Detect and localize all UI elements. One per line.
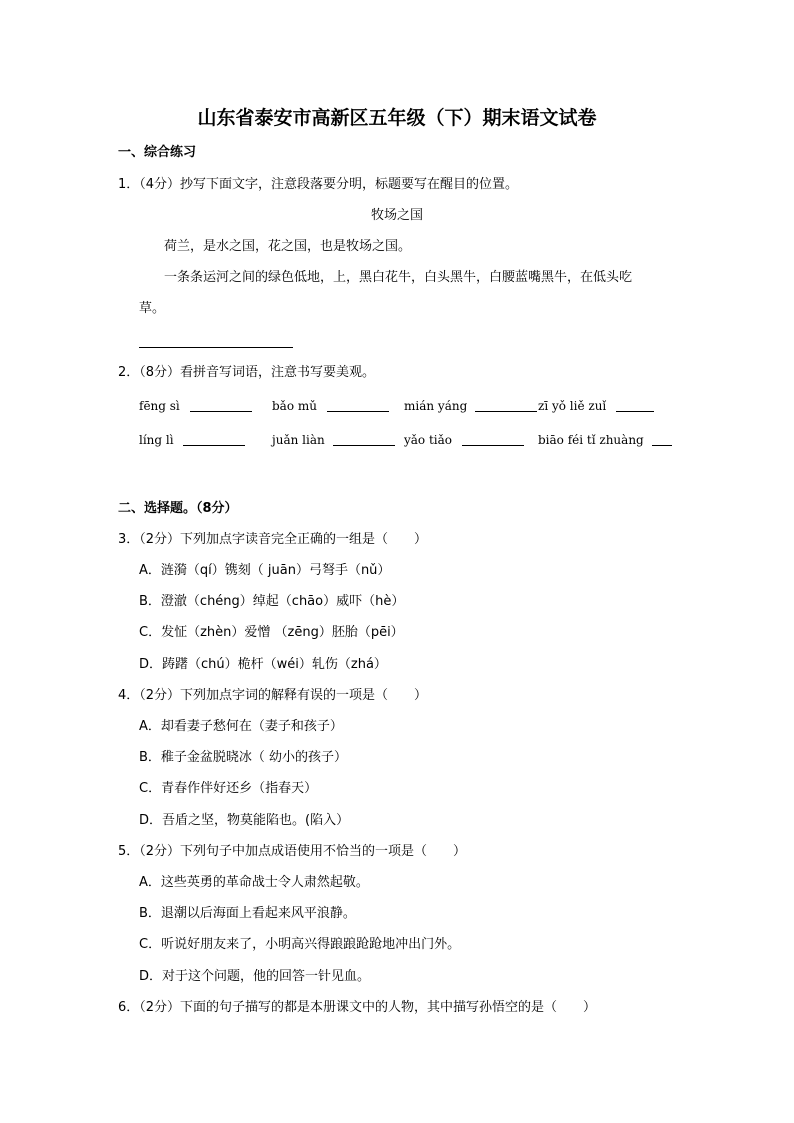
q3-option-a: A．涟漪（qí）镌刻（ juān）弓弩手（nǔ） [139,563,391,578]
q1-stem: 1．（4分）抄写下面文字，注意段落要分明，标题要写在醒目的位置。 [118,177,519,192]
answer-blank [333,433,395,446]
pinyin-item [538,432,672,448]
q3-option-c: C．发怔（zhèn）爱憎 （zēng）胚胎（pēi） [139,625,404,640]
q4-option-b: B．稚子金盆脱晓冰（ 幼小的孩子） [139,750,348,765]
pinyin-text: fēng sì [139,399,180,413]
pinyin-item [139,398,252,414]
answer-blank [616,399,654,412]
answer-blank [190,399,252,412]
pinyin-text: juǎn liàn [272,433,325,447]
q1-answer-line [139,347,293,348]
section-heading-1: 一、综合练习 [118,145,197,160]
pinyin-item [272,432,395,448]
q5-option-d: D．对于这个问题，他的回答一针见血。 [139,969,371,984]
q4-option-c: C．青春作伴好还乡（指春天） [139,781,318,796]
pinyin-text: líng lì [139,433,174,447]
q2-stem: 2．（8分）看拼音写词语，注意书写要美观。 [118,365,376,380]
q4-stem: 4．（2分）下列加点字词的解释有误的一项是（ ） [118,688,428,703]
q1-para-2-line-1: 一条条运河之间的绿色低地，上，黑白花牛，白头黑牛，白腰蓝嘴黑牛，在低头吃 [164,270,633,285]
q5-option-b: B．退潮以后海面上看起来风平浪静。 [139,906,356,921]
pinyin-text: zī yǒ liě zuǐ [538,399,607,413]
q3-stem: 3．（2分）下列加点字读音完全正确的一组是（ ） [118,532,428,547]
pinyin-item [272,398,389,414]
q3-option-b: B．澄澈（chéng）绰起（chāo）威吓（hè） [139,594,405,609]
pinyin-item [139,432,245,448]
answer-blank [652,433,672,446]
pinyin-text: bǎo mǔ [272,399,317,413]
q1-para-1: 荷兰，是水之国，花之国，也是牧场之国。 [164,239,412,254]
pinyin-item [404,432,524,448]
q5-option-c: C．听说好朋友来了，小明高兴得踉踉跄跄地冲出门外。 [139,937,461,952]
q6-stem: 6．（2分）下面的句子描写的都是本册课文中的人物，其中描写孙悟空的是（ ） [118,1000,597,1015]
q4-option-d: D．吾盾之坚，物莫能陷也。(陷入） [139,813,350,828]
pinyin-text: yǎo tiǎo [404,433,453,447]
pinyin-item [404,398,537,414]
q3-option-d: D．踌躇（chú）桅杆（wéi）轧伤（zhá） [139,657,387,672]
q1-passage-title: 牧场之国 [370,208,423,223]
answer-blank [462,433,524,446]
section-heading-2: 二、选择题。（8分） [118,501,238,516]
q1-para-2-line-2: 草。 [139,301,166,316]
page-title: 山东省泰安市高新区五年级（下）期末语文试卷 [197,107,597,129]
pinyin-text: mián yáng [404,399,468,413]
answer-blank [327,399,389,412]
q5-stem: 5．（2分）下列句子中加点成语使用不恰当的一项是（ ） [118,844,467,859]
q4-option-a: A．却看妻子愁何在（妻子和孩子） [139,719,343,734]
answer-blank [183,433,245,446]
pinyin-item [538,398,654,414]
pinyin-text: biāo féi tǐ zhuàng [538,433,644,447]
answer-blank [475,399,537,412]
q5-option-a: A．这些英勇的革命战士令人肃然起敬。 [139,875,369,890]
